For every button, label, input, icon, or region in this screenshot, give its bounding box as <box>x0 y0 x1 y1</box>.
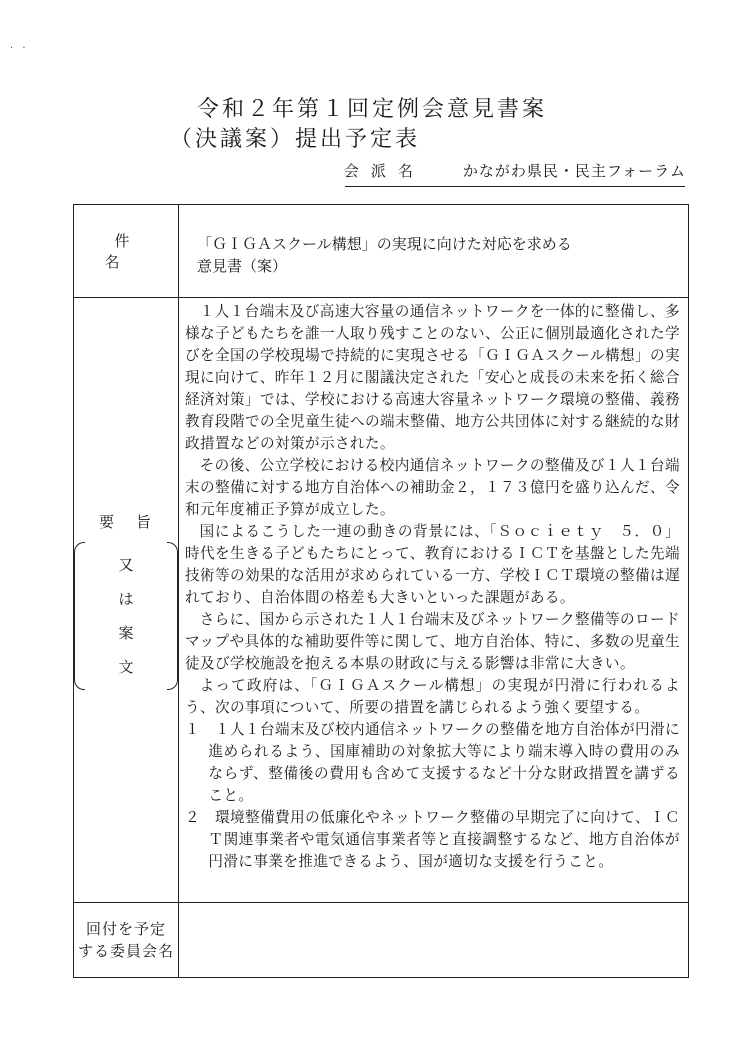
subject-value-cell <box>179 205 689 298</box>
summary-text-cell <box>179 298 689 903</box>
summary-row <box>74 298 689 903</box>
summary-label-draft: 案文 <box>118 623 154 676</box>
summary-label-cell <box>74 298 179 903</box>
scan-specks: . . <box>10 40 29 51</box>
subject-value-line1: 「ＧＩＧＡスクール構想」の実現に向けた対応を求める <box>197 235 572 253</box>
subject-label-cell <box>74 205 179 298</box>
summary-paragraph: １人１台端末及び高速大容量の通信ネットワークを一体的に整備し、多様な子どもたちを誰一人取り残すことのない、公正に個別最適化された学びを全国の学校現場で持続的に実現させる「ＧＩＧＡスクール構想」の実現に向けて、昨年１２月に閣議決定された「安心と成長の未来を拓く総合経済対策」では、学校における高速大容量ネットワーク環境の整備、義務教育段階での全児童生徒への端末整備、地方公共団体に対する継続的な財政措置などの対策が示された。 <box>185 303 680 452</box>
proposal-table <box>73 204 689 978</box>
request-item: ２ 環境整備費用の低廉化やネットワーク整備の早期完了に向けて、ＩＣＴ関連事業者や電気通信事業者等と直接調整するなど、地方自治体が円滑に事業を推進できるよう、国が適切な支援を行うこと。 <box>185 809 680 870</box>
summary-label-or: 又は <box>118 555 154 608</box>
summary-paragraph: よって政府は、「ＧＩＧＡスクール構想」の実現が円滑に行われるよう、次の事項について、所要の措置を講じられるよう強く要望する。 <box>185 677 680 716</box>
faction-label: 会派名 <box>343 162 425 180</box>
committee-value-cell <box>179 903 689 978</box>
request-item: １ １人１台端末及び校内通信ネットワークの整備を地方自治体が円滑に進められるよう、国庫補助の対象拡大等により端末導入時の費用のみならず、整備後の費用も含めて支援するなど十分な財政措置を講ずること。 <box>185 721 680 804</box>
subject-label: 件名 <box>104 232 158 271</box>
summary-paragraph: さらに、国から示された１人１台端末及びネットワーク整備等のロードマップや具体的な補助要件等に関して、地方自治体、特に、多数の児童生徒及び学校施設を抱える本県の財政に与える影響は非常に大きい。 <box>185 611 680 672</box>
summary-paragraph: その後、公立学校における校内通信ネットワークの整備及び１人１台端末の整備に対する地方自治体への補助金２，１７３億円を盛り込んだ、令和元年度補正予算が成立した。 <box>185 457 680 518</box>
subject-row <box>74 205 689 298</box>
document-title: 令和２年第１回定例会意見書案 <box>196 97 547 122</box>
committee-label-line1: 回付を予定 <box>85 920 166 938</box>
faction-underline <box>345 186 685 187</box>
document-subtitle: （決議案）提出予定表 <box>170 127 421 152</box>
committee-label-line2: する委員会名 <box>77 942 174 960</box>
faction-value: かながわ県民・民主フォーラム <box>462 162 686 180</box>
summary-label: 要旨 <box>98 512 173 531</box>
summary-paragraph: 国によるこうした一連の動きの背景には、「Ｓｏｃｉｅｔｙ ５．０」時代を生きる子どもたちにとって、教育におけるＩＣＴを基盤とした先端技術等の効果的な活用が求められている一方、学校ＩＣＴ環境の整備は遅れており、自治体間の格差も大きいといった課題がある。 <box>185 523 680 606</box>
faction-line <box>344 160 686 181</box>
committee-label-cell <box>74 903 179 978</box>
committee-row <box>74 903 689 978</box>
summary-alt-bracket <box>74 542 178 690</box>
subject-value-line2: 意見書（案） <box>197 257 288 275</box>
